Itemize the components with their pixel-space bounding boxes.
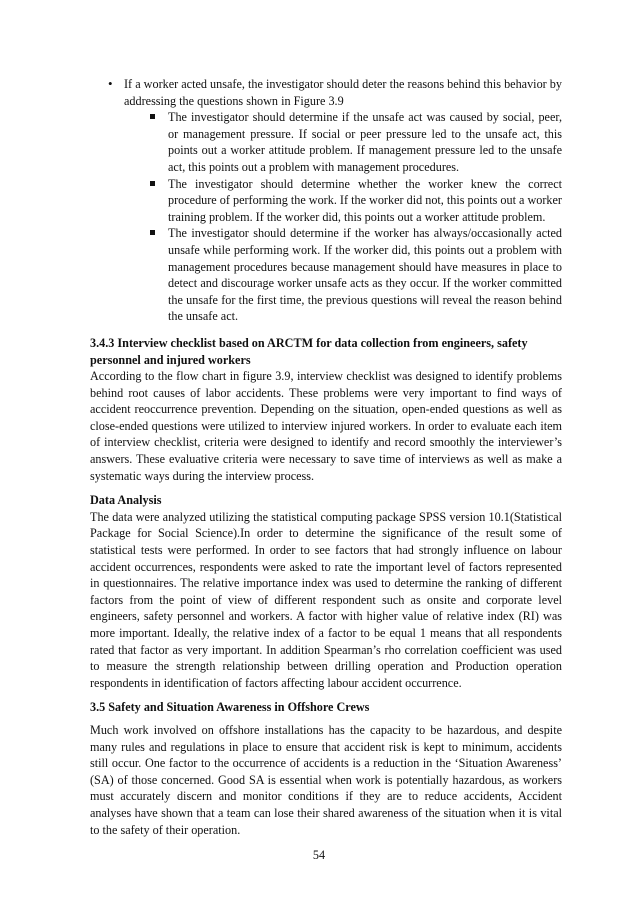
section-heading-data-analysis: Data Analysis <box>90 493 162 508</box>
section-body-3-4-3: According to the flow chart in figure 3.9, interview checklist was designed to identify problems behind root causes of labor accidents. These problems were very important to find ways of accident reoccurrence prevention. Depending on the situation, open-ended questions as well as close-ended questions were utilized to interview injured workers. In order to evaluate each item of interview checklist, criteria were designed to identify and record smoothly the interviewer’s answers. These evaluative criteria were necessary to save time of interviews as well as make a systematic ways during the interview process. <box>90 369 562 483</box>
sub-bullet-list <box>124 109 562 325</box>
section-body-3-5: Much work involved on offshore installations has the capacity to be hazardous, and despite many rules and regulations in place to ensure that accident risk is kept to minimum, accidents still occur. One factor to the occurrence of accidents is a reduction in the ‘Situation Awareness’ (SA) of those concerned. Good SA is essential when work is potentially hazardous, as workers must accurately discern and monitor conditions if they are to reduce accidents, Accident analyses have shown that a team can lose their shared awareness of the situation when it is vital to the safety of their operation. <box>90 722 562 837</box>
bullet-list <box>90 76 562 325</box>
list-item: The investigator should determine whether the worker knew the correct procedure of performing the work. If the worker did not, this points out a worker training problem. If the worker did, this points out a worker attitude problem. <box>168 176 562 224</box>
list-item: The investigator should determine if the unsafe act was caused by social, peer, or management pressure. If social or peer pressure led to the unsafe act, this points out a worker attitude problem. If management pressure led to the unsafe act, this points out a problem with management procedures. <box>168 110 562 174</box>
list-item <box>124 76 562 325</box>
section-body-data-analysis: The data were analyzed utilizing the statistical computing package SPSS version 10.1(Statistical Package for Social Science).In order to determine the significance of the result some of statistical tests were performed. In order to see factors that had strongly influence on labour accident occurrences, respondents were asked to rate the important level of factors represented in questionnaires. The relative importance index was used to determine the ranking of different factors from the point of view of different respondent such as onsite and corporate level engineers, safety personnel and workers. A factor with higher value of relative index (RI) was more important. Ideally, the relative index of a factor to be equal 1 means that all respondents rated that factor as very important. In addition Spearman’s rho correlation coefficient was used to measure the strength relationship between drilling operation and Production operation respondents in identification of factors affecting labour accident occurrence. <box>90 509 562 690</box>
section-heading-3-5: 3.5 Safety and Situation Awareness in Offshore Crews <box>90 700 370 715</box>
section-heading-3-4-3: 3.4.3 Interview checklist based on ARCTM for data collection from engineers, safety personnel and injured workers <box>90 335 528 367</box>
page-number: 54 <box>312 848 326 862</box>
document-page <box>90 76 562 838</box>
list-item: The investigator should determine if the worker has always/occasionally acted unsafe while performing work. If the worker did, this points out a problem with management procedures because management should have measures in place to detect and discourage worker unsafe acts as they occur. If the worker committed the unsafe for the first time, the previous questions will reveal the reason behind the unsafe act. <box>168 226 562 324</box>
bullet-text: If a worker acted unsafe, the investigator should deter the reasons behind this behavior by addressing the questions shown in Figure 3.9 <box>124 77 562 108</box>
